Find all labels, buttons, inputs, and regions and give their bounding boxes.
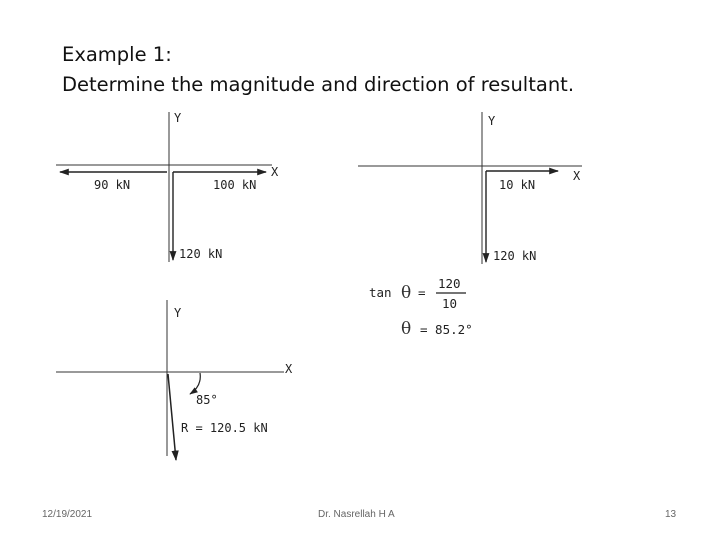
equation-theta-1: θ [401, 283, 412, 303]
diagram3-y-label: Y [174, 306, 182, 320]
equation-numerator: 120 [438, 276, 461, 291]
diagram2-force-right-label: 10 kN [499, 178, 536, 192]
diagram1-y-label: Y [174, 111, 182, 125]
diagram1-force-right-label: 100 kN [213, 178, 257, 192]
footer-author: Dr. Nasrellah H A [318, 509, 395, 520]
diagram1-force-down-label: 120 kN [179, 247, 223, 261]
title-line-1: Example 1: [62, 43, 172, 66]
equation-equals: = [418, 285, 426, 300]
diagram1-x-label: X [271, 165, 279, 179]
diagram-3 [56, 300, 293, 460]
equation-denominator: 10 [442, 296, 458, 311]
diagram3-x-label: X [285, 362, 293, 376]
diagram2-y-label: Y [488, 114, 496, 128]
footer-page-number: 13 [665, 509, 677, 520]
diagram3-resultant-label: R = 120.5 kN [181, 421, 268, 435]
angle-equation [369, 276, 473, 339]
diagram1-force-left-label: 90 kN [94, 178, 131, 192]
equation-result: = 85.2° [420, 322, 473, 337]
title-line-2: Determine the magnitude and direction of resultant. [62, 73, 575, 96]
footer-date: 12/19/2021 [42, 509, 93, 520]
diagram3-angle-label: 85° [196, 393, 218, 407]
diagram-2 [358, 112, 582, 264]
diagram3-angle-arc [190, 373, 200, 394]
diagram3-resultant-arrow [168, 374, 176, 460]
diagram2-force-down-label: 120 kN [493, 249, 537, 263]
equation-tan-label: tan [369, 285, 392, 300]
diagram2-x-label: X [573, 169, 581, 183]
diagram-1 [56, 111, 279, 262]
equation-theta-2: θ [401, 319, 412, 339]
